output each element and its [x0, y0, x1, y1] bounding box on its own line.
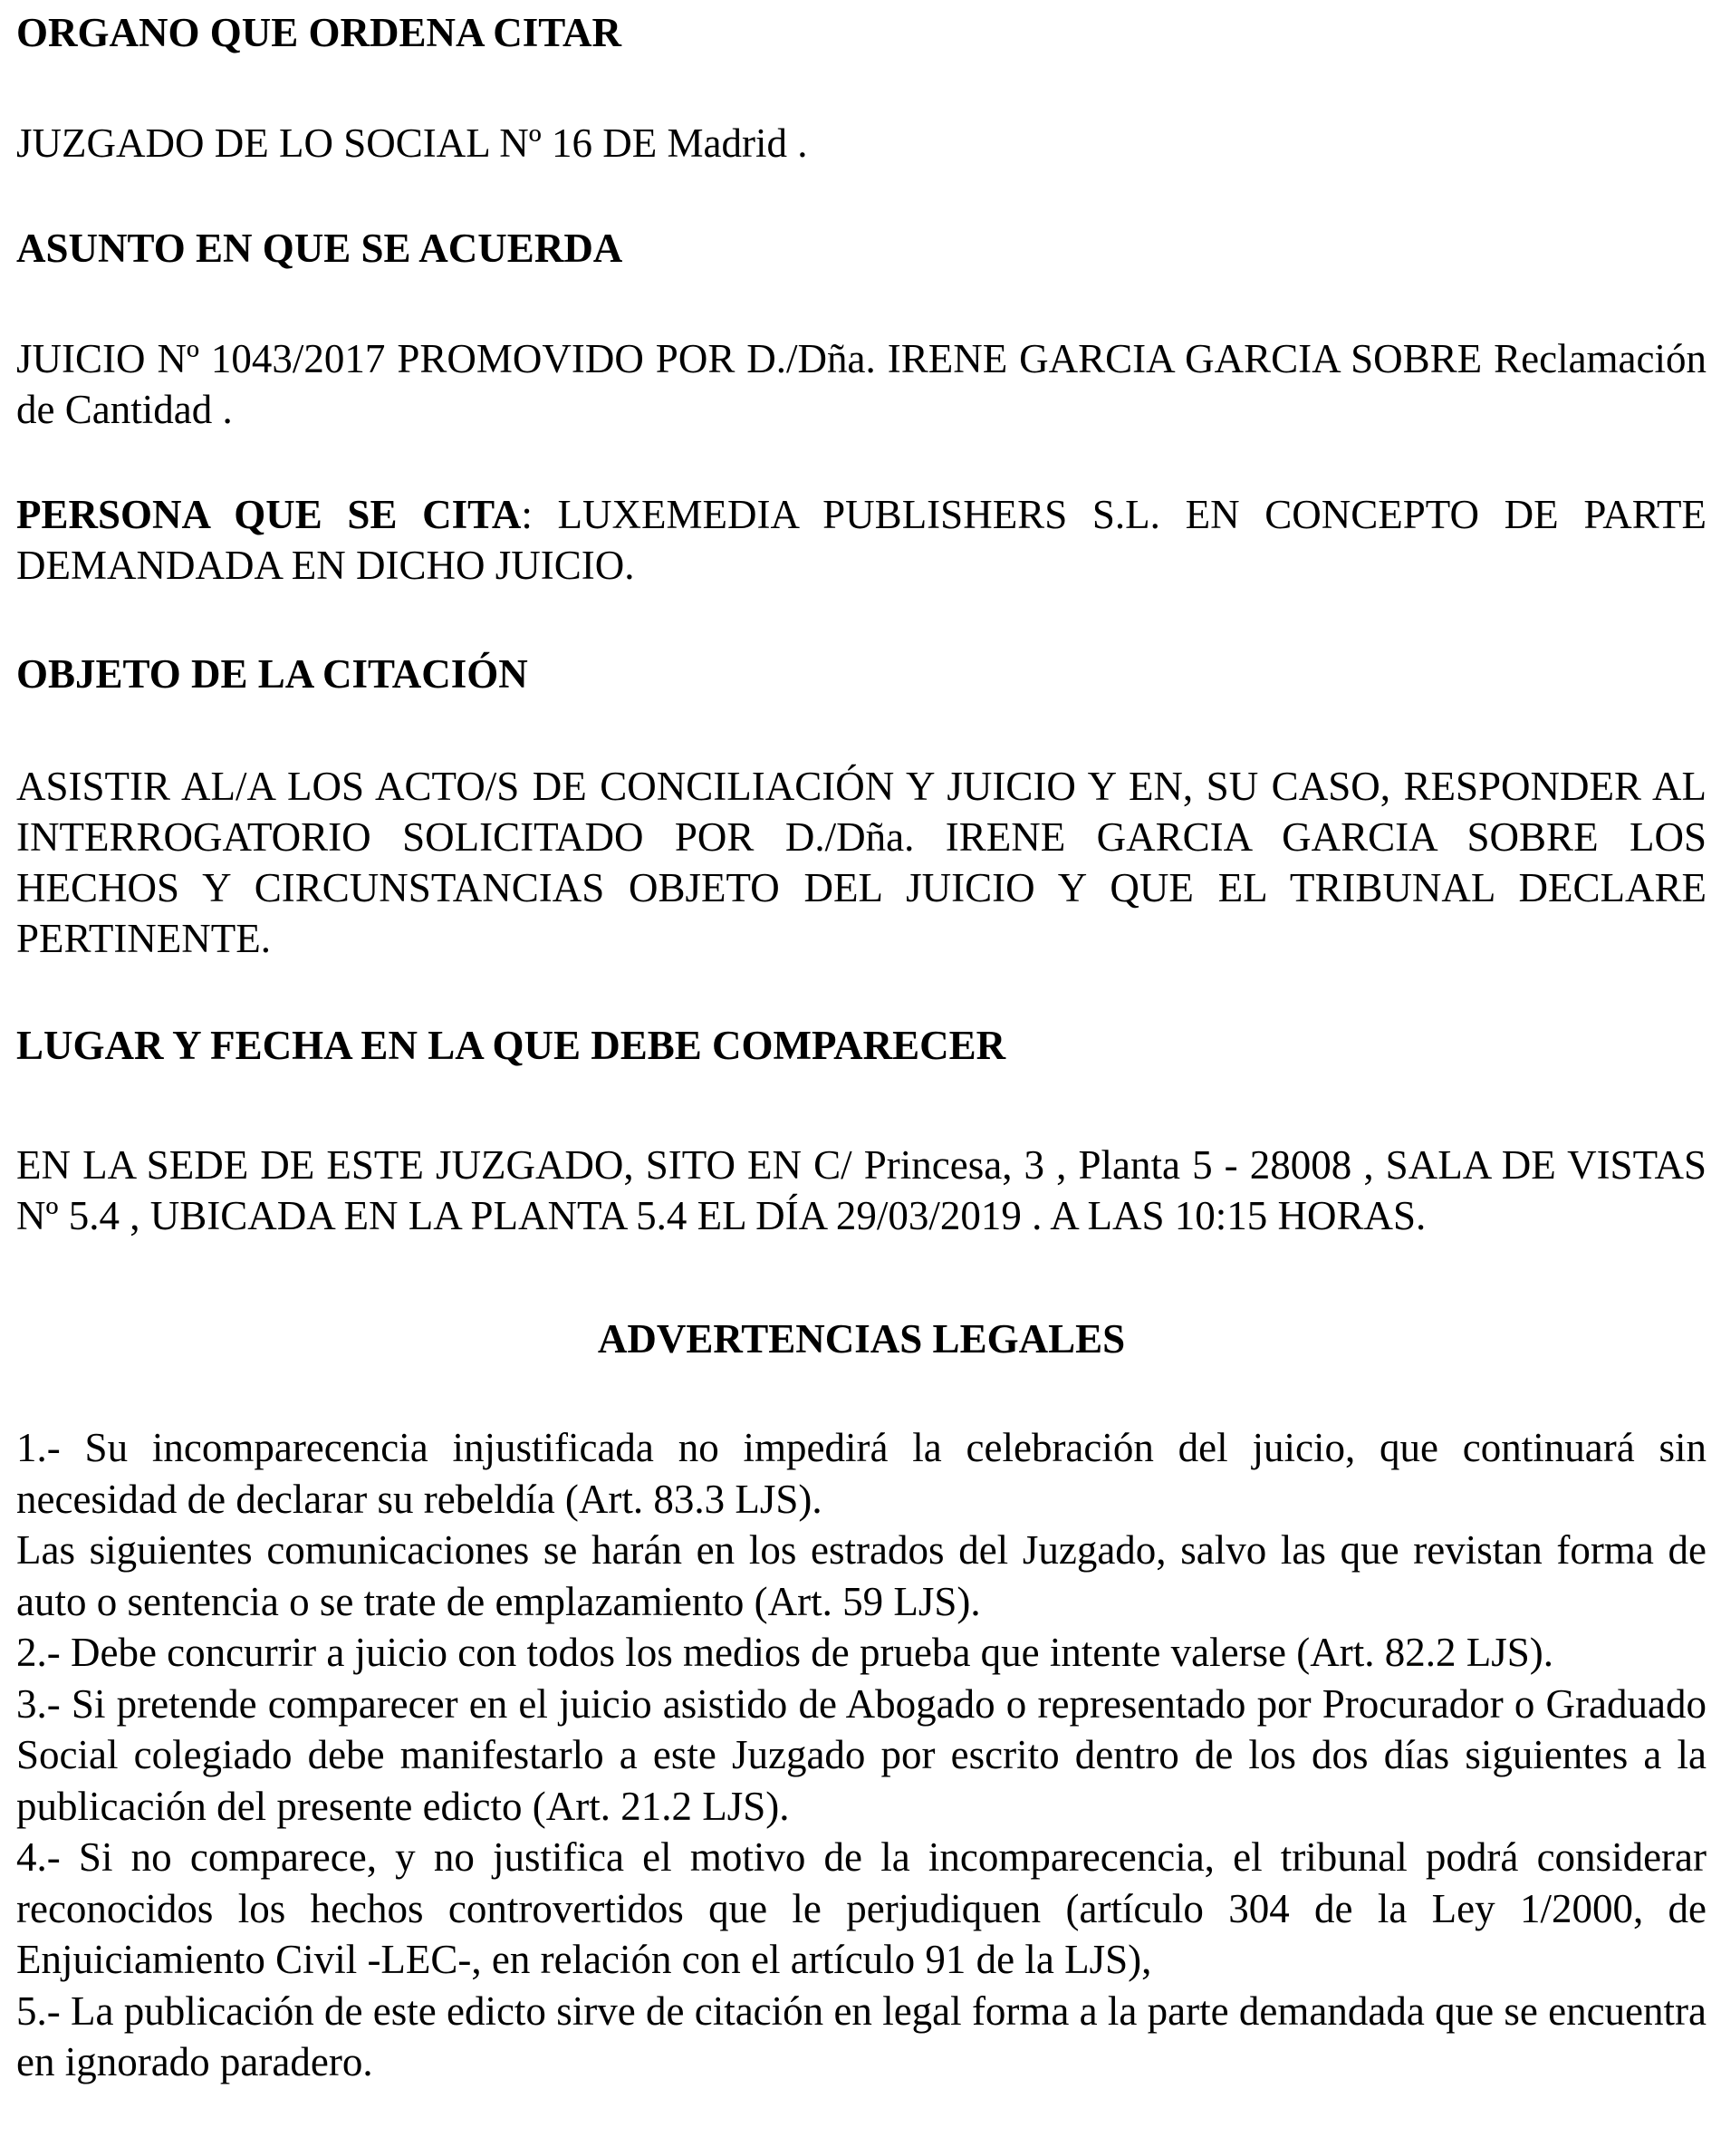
heading-organo: ORGANO QUE ORDENA CITAR	[16, 10, 621, 55]
advertencia-item: 1.- Su incomparecencia injustificada no impedirá la celebración del juicio, que continuará sin necesidad de declarar su rebeldía (Art. 83.3 LJS).	[16, 1425, 1707, 1522]
text-asunto: JUICIO Nº 1043/2017 PROMOVIDO POR D./Dña. IRENE GARCIA GARCIA SOBRE Reclamación de Cantidad .	[16, 336, 1707, 432]
heading-objeto: OBJETO DE LA CITACIÓN	[16, 651, 528, 697]
advertencias-list	[16, 1422, 1707, 2088]
text-lugar: EN LA SEDE DE ESTE JUZGADO, SITO EN C/ Princesa, 3 , Planta 5 - 28008 , SALA DE VISTAS Nº 5.4 , UBICADA EN LA PLANTA 5.4 EL DÍA 29/03/2019 . A LAS 10:15 HORAS.	[16, 1142, 1707, 1238]
advertencia-item: Las siguientes comunicaciones se harán en los estrados del Juzgado, salvo las que revistan forma de auto o sentencia o se trate de emplazamiento (Art. 59 LJS).	[16, 1527, 1707, 1624]
document-page	[16, 0, 1707, 2088]
advertencia-item: 2.- Debe concurrir a juicio con todos los medios de prueba que intente valerse (Art. 82.2 LJS).	[16, 1630, 1554, 1675]
text-objeto: ASISTIR AL/A LOS ACTO/S DE CONCILIACIÓN Y JUICIO Y EN, SU CASO, RESPONDER AL INTERROGATORIO SOLICITADO POR D./Dña. IRENE GARCIA GARCIA SOBRE LOS HECHOS Y CIRCUNSTANCIAS OBJETO DEL JUICIO Y QUE EL TRIBUNAL DECLARE PERTINENTE.	[16, 764, 1707, 961]
heading-lugar: LUGAR Y FECHA EN LA QUE DEBE COMPARECER	[16, 1023, 1006, 1068]
text-persona	[16, 489, 1707, 591]
heading-advertencias: ADVERTENCIAS LEGALES	[597, 1316, 1126, 1362]
advertencia-item: 5.- La publicación de este edicto sirve de citación en legal forma a la parte demandada que se encuentra en ignorado paradero.	[16, 1988, 1707, 2084]
text-organo: JUZGADO DE LO SOCIAL Nº 16 DE Madrid .	[16, 120, 808, 166]
advertencia-item: 4.- Si no comparece, y no justifica el motivo de la incomparecencia, el tribunal podrá considerar reconocidos los hechos controvertidos que le perjudiquen (artículo 304 de la Ley 1/2000, de Enjuiciamiento Civil -LEC-, en relación con el artículo 91 de la LJS),	[16, 1834, 1707, 1982]
label-persona: PERSONA QUE SE CITA	[16, 492, 522, 537]
advertencia-item: 3.- Si pretende comparecer en el juicio asistido de Abogado o representado por Procurador o Graduado Social colegiado debe manifestarlo a este Juzgado por escrito dentro de los dos días siguientes a la publicación del presente edicto (Art. 21.2 LJS).	[16, 1680, 1707, 1829]
heading-asunto: ASUNTO EN QUE SE ACUERDA	[16, 226, 623, 271]
value-persona: : LUXEMEDIA PUBLISHERS S.L. EN CONCEPTO DE PARTE DEMANDADA EN DICHO JUICIO.	[16, 492, 1707, 588]
